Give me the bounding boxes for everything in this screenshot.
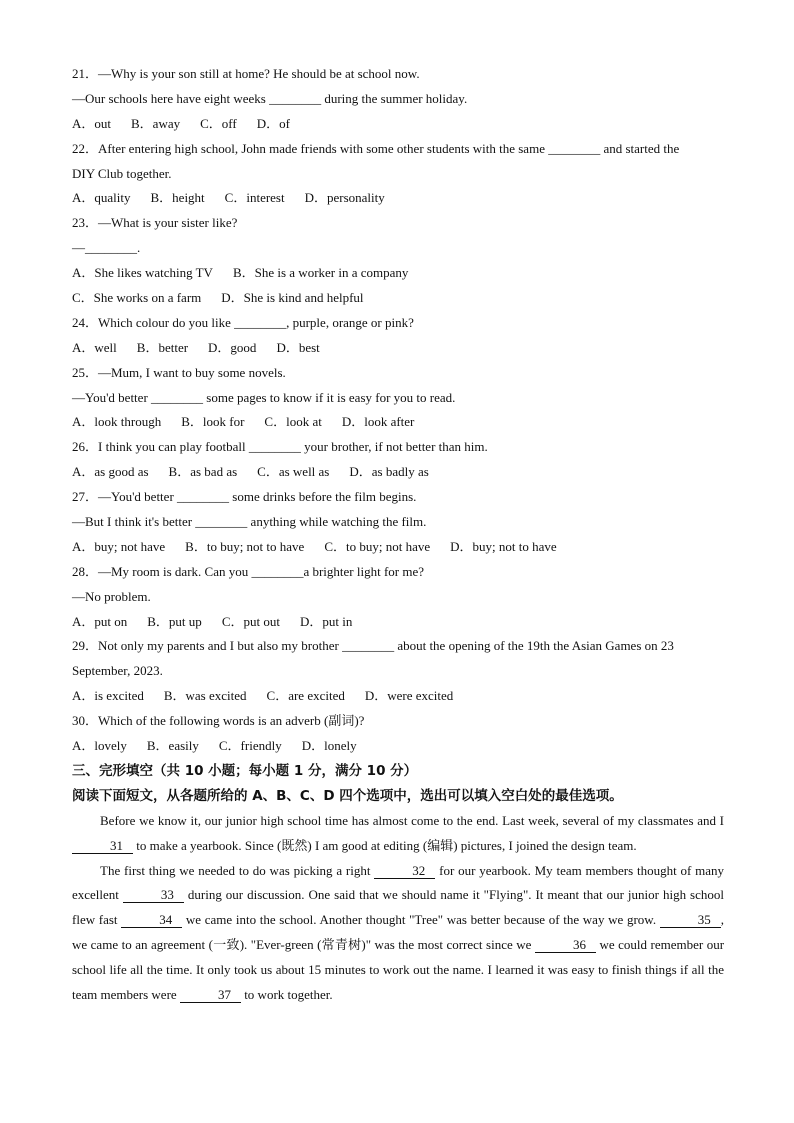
option-b: B．was excited <box>163 688 247 704</box>
question-24-options <box>72 336 724 361</box>
question-23-stem-1: 23．—What is your sister like? <box>72 215 238 231</box>
blank-32: 32 <box>374 864 435 879</box>
question-28-stem-1: 28．—My room is dark. Can you ________a brighter light for me? <box>72 563 425 579</box>
passage-text: The first thing we needed to do was picking a right <box>100 862 371 878</box>
blank-37: 37 <box>180 988 241 1003</box>
option-a: A．out <box>72 115 112 131</box>
passage-text: during our discussion. One said that we should name it "Flying". It meant that our junior high school flew fast <box>72 887 724 928</box>
option-d: D．look after <box>341 414 415 430</box>
blank-34: 34 <box>121 913 182 928</box>
passage-text: to make a yearbook. Since (既然) I am good at editing (编辑) pictures, I joined the design team. <box>136 837 637 853</box>
option-c: C．to buy; not have <box>324 538 431 554</box>
option-a: A．quality <box>72 190 131 206</box>
option-b: B．better <box>136 339 189 355</box>
option-a: A．as good as <box>72 464 149 480</box>
question-27-stem-1: 27．—You'd better ________ some drinks before the film begins. <box>72 489 417 505</box>
option-c: D．good <box>208 339 257 355</box>
option-d: D．were excited <box>364 688 454 704</box>
blank-33: 33 <box>123 888 184 903</box>
passage-text: for our yearbook. My team members thought of many excellent <box>72 862 725 903</box>
question-25-stem-2: —You'd better ________ some pages to know if it is easy for you to read. <box>72 389 456 405</box>
option-c: C．as well as <box>257 464 330 480</box>
option-d: D．personality <box>304 190 385 206</box>
option-c: C．interest <box>224 190 285 206</box>
option-b: B．height <box>150 190 205 206</box>
option-c: C．She works on a farm <box>72 290 202 306</box>
passage-paragraph-2 <box>72 859 724 1008</box>
question-28-options <box>72 610 724 635</box>
exam-content <box>72 62 724 1008</box>
question-28-stem-2: —No problem. <box>72 588 151 604</box>
option-d: D．buy; not to have <box>450 538 557 554</box>
question-23-stem-2: —________. <box>72 240 141 256</box>
passage-text: , we came to an agreement (一致). "Ever-green (常青树)" was the most correct since we <box>72 912 725 953</box>
question-25-options <box>72 410 724 435</box>
question-26-stem-1: 26．I think you can play football ________ your brother, if not better than him. <box>72 439 488 455</box>
question-22-options <box>72 186 724 211</box>
option-b: B．look for <box>181 414 245 430</box>
question-29-options <box>72 684 724 709</box>
question-21-options <box>72 112 724 137</box>
option-b: B．put up <box>147 613 202 629</box>
section-title: 三、完形填空（共 10 小题；每小题 1 分，满分 10 分） <box>72 762 418 779</box>
passage-text: Before we know it, our junior high school time has almost come to the end. Last week, several of my classmates and I <box>100 812 724 828</box>
passage-text: to work together. <box>244 987 333 1003</box>
question-23-options-ab <box>72 261 724 286</box>
question-24-stem-1: 24．Which colour do you like ________, purple, orange or pink? <box>72 314 414 330</box>
option-a: A．She likes watching TV <box>72 265 213 281</box>
question-29-stem-2: September, 2023. <box>72 663 163 679</box>
option-b: B．She is a worker in a company <box>232 265 409 281</box>
blank-31: 31 <box>72 839 133 854</box>
option-a: A．buy; not have <box>72 538 166 554</box>
option-d: D．best <box>276 339 320 355</box>
question-21-stem-2: —Our schools here have eight weeks ________ during the summer holiday. <box>72 90 468 106</box>
option-b: B．away <box>131 115 181 131</box>
option-c: C．are excited <box>266 688 345 704</box>
option-a: A．lovely <box>72 738 127 754</box>
passage-paragraph-1 <box>72 809 724 859</box>
question-29-stem-1: 29．Not only my parents and I but also my brother ________ about the opening of the 19th the Asian Games on 23 <box>72 638 674 654</box>
question-21-stem-1: 21．—Why is your son still at home? He should be at school now. <box>72 66 420 81</box>
option-d: D．as badly as <box>349 464 429 480</box>
question-25-stem-1: 25．—Mum, I want to buy some novels. <box>72 364 286 380</box>
question-22-stem-1: 22．After entering high school, John made friends with some other students with the same ________ and started the <box>72 140 680 156</box>
option-b: B．as bad as <box>168 464 238 480</box>
passage-text: we could remember our school life all the time. It only took us about 15 minutes to work out the name. I learned it was easy to finish things if all the team members were <box>72 937 725 1003</box>
option-c: C．friendly <box>218 738 282 754</box>
question-30-options <box>72 734 724 759</box>
option-a: A．look through <box>72 414 162 430</box>
option-c: C．look at <box>264 414 322 430</box>
blank-35: 35 <box>660 913 721 928</box>
option-c: C．off <box>200 115 237 131</box>
option-b: B．to buy; not to have <box>185 538 305 554</box>
option-c: C．put out <box>221 613 280 629</box>
passage-text: we came into the school. Another thought "Tree" was better because of the way we grow. <box>185 912 657 928</box>
option-a: A．put on <box>72 613 128 629</box>
option-d: D．lonely <box>301 738 357 754</box>
question-27-options <box>72 535 724 560</box>
question-26-options <box>72 460 724 485</box>
section-instruction: 阅读下面短文，从各题所给的 A、B、C、D 四个选项中，选出可以填入空白处的最佳选项。 <box>72 787 623 804</box>
option-d: D．She is kind and helpful <box>221 290 364 306</box>
blank-36: 36 <box>535 938 596 953</box>
question-22-stem-2: DIY Club together. <box>72 165 172 181</box>
option-b: B．easily <box>146 738 199 754</box>
question-30-stem-1: 30．Which of the following words is an adverb (副词)? <box>72 713 365 729</box>
question-27-stem-2: —But I think it's better ________ anything while watching the film. <box>72 514 427 530</box>
option-d: D．put in <box>299 613 353 629</box>
option-a: A．is excited <box>72 688 144 704</box>
option-a: A．well <box>72 339 117 355</box>
option-d: D．of <box>256 115 290 131</box>
question-23-options-cd <box>72 286 724 311</box>
